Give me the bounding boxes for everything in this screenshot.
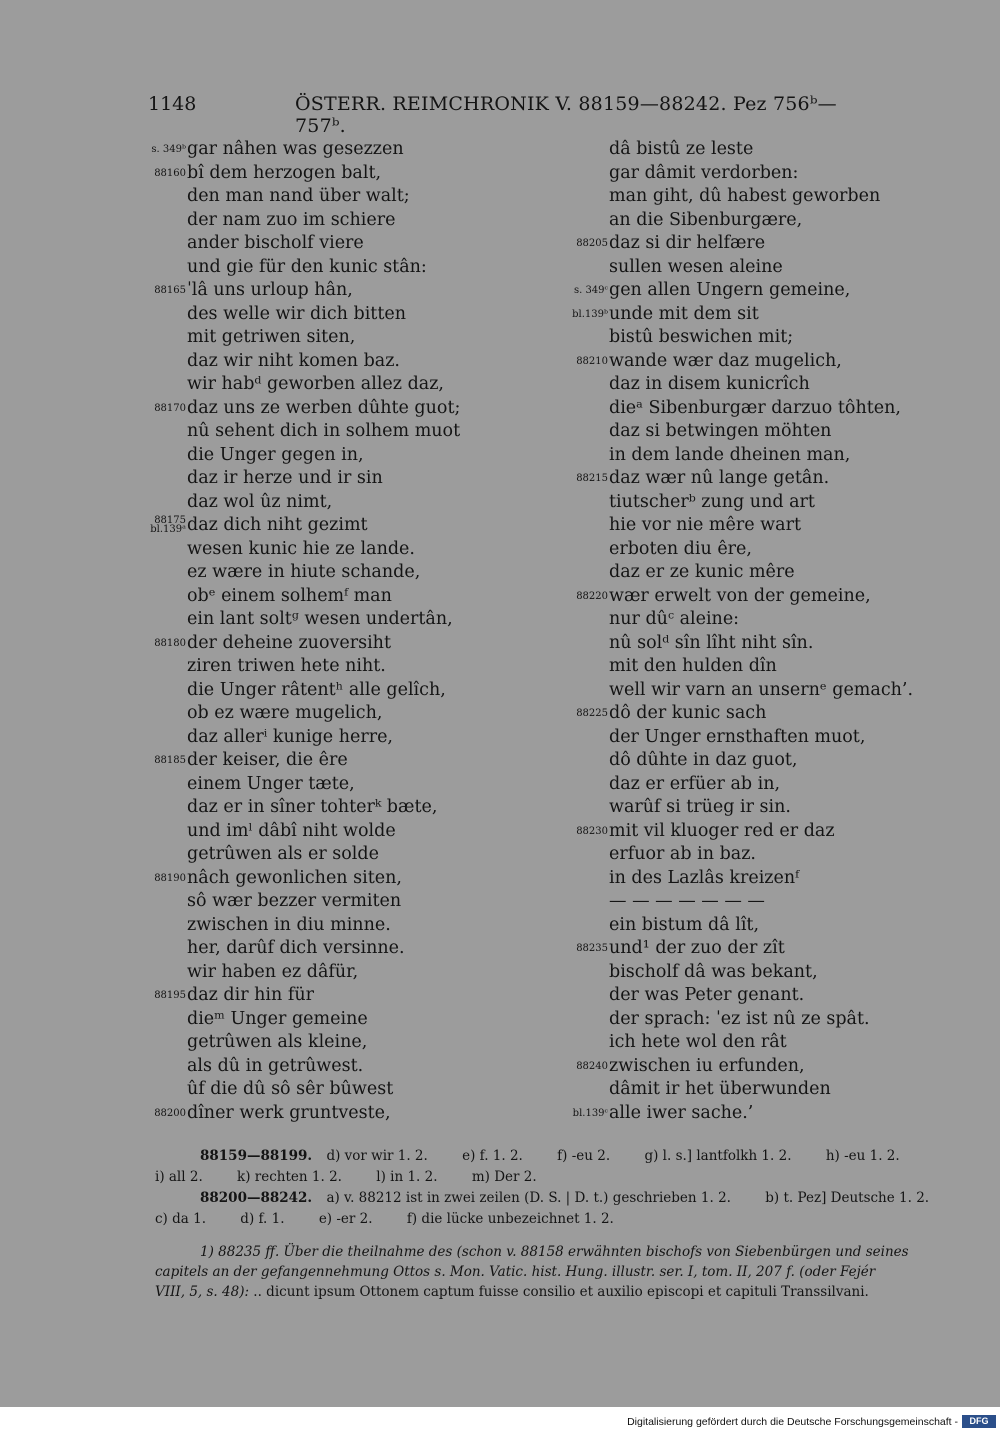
verse-text: erboten diu êre, [609,538,752,559]
verse-text: nû solᵈ sîn lîht niht sîn. [609,632,814,653]
verse-line [562,326,942,350]
verse-text: in des Lazlâs kreizenᶠ [609,867,800,888]
verse-text: einem Unger tæte, [187,773,355,794]
line-number: 88170 [154,402,186,414]
verse-text: ziren triwen hete niht. [187,656,386,676]
verse-text: der deheine zuoversiht [187,632,391,653]
footnote-citation: VIII, 5, s. 48): [155,1284,250,1300]
verse-text: daz er ze kunic mêre [609,562,795,582]
right-verse-column [562,138,942,1125]
verse-text: bistû beswichen mit; [609,327,794,347]
apparatus-line [155,1188,970,1209]
verse-line [562,914,942,938]
verse-text: gen allen Ungern gemeine, [609,280,851,300]
verse-text: in dem lande dheinen man, [609,444,851,465]
verse-text: an die Sibenburgære, [609,209,803,230]
verse-line [562,937,942,961]
verse-text: und imˡ dâbî niht wolde [187,820,396,841]
footnote-line [155,1282,970,1302]
verse-line [140,820,490,844]
verse-line [140,326,490,350]
verse-text: ein bistum dâ lît, [609,914,760,935]
verse-text: man giht, dû habest geworben [609,186,881,206]
verse-line [562,655,942,679]
verse-text: nû sehent dich in solhem muot [187,421,461,441]
verse-line [562,1055,942,1079]
verse-text: daz er in sîner tohterᵏ bæte, [187,797,438,817]
verse-text: ûf die dû sô sêr bûwest [187,1079,394,1099]
line-number: 88200 [154,1107,186,1119]
verse-line [562,820,942,844]
page-header [148,93,838,137]
verse-line [140,397,490,421]
verse-text: der sprach: ˈez ist nû ze spât. [609,1008,870,1029]
verse-text: zwischen iu erfunden, [609,1055,805,1076]
line-number: 88240 [576,1060,608,1072]
verse-text: zwischen in diu minne. [187,914,391,935]
footnote-quote: .. dicunt ipsum Ottonem captum fuisse consilio et auxilio episcopi et capituli Transsilvani. [249,1284,869,1300]
line-number: 88160 [154,167,186,179]
verse-line [562,467,942,491]
verse-line [562,1102,942,1126]
verse-text: der keiser, die êre [187,750,348,770]
verse-line [562,420,942,444]
verse-text: unde mit dem sit [609,303,759,324]
running-title: ÖSTERR. REIMCHRONIK V. 88159—88242. Pez 756ᵇ—757ᵇ. [295,93,837,137]
verse-line [140,303,490,327]
verse-text: dîner werk gruntveste, [187,1102,391,1123]
verse-line [140,632,490,656]
verse-line [562,608,942,632]
verse-text: sô wær bezzer vermiten [187,891,402,911]
verse-text: daz allerⁱ kunige herre, [187,726,393,747]
verse-text: gar nâhen was gesezzen [187,139,404,159]
verse-text: bischolf dâ was bekant, [609,961,818,982]
folio-marker: bl.139ᵃ [150,524,186,535]
verse-text: dieᵃ Sibenburgær darzuo tôhten, [609,397,901,418]
verse-text: den man nand über walt; [187,186,410,206]
verse-text: daz wol ûz nimt, [187,491,333,512]
verse-text: wær erwelt von der gemeine, [609,585,871,606]
apparatus-line [155,1167,970,1188]
verse-line [140,350,490,374]
line-number: s. 349ᵇ [151,144,186,155]
verse-line [562,185,942,209]
verse-line [562,232,942,256]
verse-line [140,796,490,820]
verse-line [562,514,942,538]
verse-text: wande wær daz mugelich, [609,350,842,371]
left-verse-column [140,138,490,1125]
line-number: 88195 [154,990,186,1001]
verse-text: die Unger râtentʰ alle gelîch, [187,679,446,700]
verse-line [140,185,490,209]
verse-line [562,702,942,726]
verse-line [562,256,942,280]
line-number: 88220 [576,590,608,602]
verse-text: und¹ der zuo der zît [609,938,785,958]
verse-text: und gie für den kunic stân: [187,256,427,277]
verse-line [140,679,490,703]
verse-line [140,984,490,1008]
verse-text: daz in disem kunicrîch [609,374,810,394]
verse-line [140,232,490,256]
verse-text: daz er erfüer ab in, [609,773,781,794]
verse-line [140,514,490,538]
verse-text: bî dem herzogen balt, [187,162,382,183]
line-number: 88185 [154,755,186,766]
verse-text: ob ez wære mugelich, [187,703,383,723]
verse-line [562,726,942,750]
verse-line [140,373,490,397]
verse-line [562,373,942,397]
verse-line [562,984,942,1008]
apparatus-text: a) v. 88212 ist in zwei zeilen (D. S. | D. t.) geschrieben 1. 2. b) t. Pez] Deutsche 1. 2. [326,1190,930,1206]
verse-line [140,1078,490,1102]
verse-line [140,467,490,491]
verse-line [140,279,490,303]
verse-text: dâmit ir het überwunden [609,1079,831,1099]
verse-text: als dû in getrûwest. [187,1055,364,1076]
verse-line [562,279,942,303]
dfg-logo-icon: DFG [962,1415,996,1428]
verse-text: gar dâmit verdorben: [609,162,799,183]
apparatus-line [155,1209,970,1230]
verse-text: hie vor nie mêre wart [609,515,801,535]
apparatus-text: c) da 1. d) f. 1. e) -er 2. f) die lücke unbezeichnet 1. 2. [155,1211,614,1227]
verse-line [140,773,490,797]
verse-text: nur dûᶜ aleine: [609,609,740,629]
verse-line [562,796,942,820]
verse-text: well wir varn an unsernᵉ gemach’. [609,679,914,700]
verse-line [140,961,490,985]
verse-text: mit vil kluoger red er daz [609,820,835,841]
verse-text: die Unger gegen in, [187,444,364,465]
apparatus-text: i) all 2. k) rechten 1. 2. l) in 1. 2. m) Der 2. [155,1169,537,1185]
verse-line [140,538,490,562]
verse-line [140,749,490,773]
verse-text: getrûwen als kleine, [187,1032,368,1052]
verse-text: getrûwen als er solde [187,844,379,864]
apparatus-text: d) vor wir 1. 2. e) f. 1. 2. f) -eu 2. g) l. s.] lantfolkh 1. 2. h) -eu 1. 2. [326,1148,900,1164]
verse-line [140,444,490,468]
digitization-credit-bar [0,1407,1000,1432]
line-number: s. 349ᶜ [573,285,608,296]
verse-line [140,162,490,186]
footnote-line: 1) 88235 ff. Über die theilnahme des (schon v. 88158 erwähnten bischofs von Siebenbürgen und seines [200,1244,909,1260]
verse-line [140,138,490,162]
verse-line [562,679,942,703]
verse-text: obᵉ einem solhemᶠ man [187,585,392,606]
verse-line [562,397,942,421]
verse-line [140,420,490,444]
verse-line [562,961,942,985]
verse-line [140,608,490,632]
verse-text: ein lant soltᵍ wesen undertân, [187,609,453,629]
verse-text: nâch gewonlichen siten, [187,867,402,888]
verse-text: wir haben ez dâfür, [187,961,359,982]
verse-text: der was Peter genant. [609,985,805,1005]
verse-text: daz si betwingen möhten [609,421,832,441]
critical-apparatus [155,1146,970,1230]
verse-line [562,538,942,562]
verse-line [140,937,490,961]
verse-line [140,491,490,515]
verse-text: ich hete wol den rât [609,1032,787,1052]
footnote [155,1242,970,1302]
verse-line [562,491,942,515]
verse-line [140,256,490,280]
verse-text: dô der kunic sach [609,703,767,723]
verse-line [140,1102,490,1126]
line-number: 88180 [154,637,186,649]
line-number: 88175 [154,515,186,526]
verse-line [562,209,942,233]
verse-line [562,303,942,327]
verse-line [562,561,942,585]
verse-text: ander bischolf viere [187,233,364,253]
verse-text: der Unger ernsthaften muot, [609,726,866,747]
verse-text: der nam zuo im schiere [187,209,396,230]
verse-line [562,444,942,468]
verse-text: tiutscherᵇ zung und art [609,491,815,512]
verse-line [562,1031,942,1055]
verse-line [140,890,490,914]
verse-line [562,773,942,797]
apparatus-range: 88200—88242. [200,1190,313,1206]
verse-line [140,914,490,938]
verse-line [140,655,490,679]
line-number: 88215 [576,473,608,484]
line-number: 88225 [576,708,608,719]
verse-line [562,843,942,867]
line-number: bl.139ᶜ [572,1107,608,1119]
apparatus-line [155,1146,970,1167]
verse-line [140,1031,490,1055]
verse-line [562,1008,942,1032]
verse-text: dieᵐ Unger gemeine [187,1008,368,1029]
line-number: 88235 [576,943,608,954]
verse-text: daz ir herze und ir sin [187,468,383,488]
verse-text: alle iwer sache.’ [609,1102,754,1123]
verse-line [562,350,942,374]
verse-line [140,561,490,585]
verse-line [140,1055,490,1079]
verse-text: daz wir niht komen baz. [187,350,400,371]
verse-text: — — — — — — — [609,891,765,911]
line-number: 88190 [154,872,186,884]
line-number: 88230 [576,825,608,837]
line-number: 88165 [154,285,186,296]
verse-text: wesen kunic hie ze lande. [187,538,415,559]
verse-text: mit getriwen siten, [187,327,356,347]
verse-text: dô dûhte in daz guot, [609,750,798,770]
verse-text: daz wær nû lange getân. [609,468,830,488]
verse-text: mit den hulden dîn [609,656,777,676]
verse-line [562,585,942,609]
verse-line [562,867,942,891]
verse-text: erfuor ab in baz. [609,844,756,864]
verse-text: daz dich niht gezimt [187,515,368,535]
verse-line [140,843,490,867]
verse-line [140,585,490,609]
verse-line [562,1078,942,1102]
credit-text: Digitalisierung gefördert durch die Deutsche Forschungsgemeinschaft - [627,1416,958,1428]
verse-line [562,890,942,914]
verse-line [140,726,490,750]
verse-line [562,138,942,162]
page-number: 1148 [148,93,197,115]
verse-text: warûf si trüeg ir sin. [609,797,791,817]
line-number: 88205 [576,238,608,249]
verse-text: sullen wesen aleine [609,256,783,277]
verse-line [562,632,942,656]
line-number: 88210 [576,355,608,367]
verse-text: dâ bistû ze leste [609,139,754,159]
verse-text: daz si dir helfære [609,233,766,253]
verse-line [140,1008,490,1032]
verse-text: her, darûf dich versinne. [187,938,405,958]
verse-text: ˈlâ uns urloup hân, [187,280,353,300]
verse-text: daz dir hin für [187,985,314,1005]
apparatus-range: 88159—88199. [200,1148,313,1164]
verse-line [562,162,942,186]
verse-line [140,867,490,891]
footnote-line: capitels an der gefangennehmung Ottos s. Mon. Vatic. hist. Hung. illustr. ser. I, tom. II, 207 f. (oder Fejér [155,1264,876,1280]
line-number [140,516,186,534]
verse-text: ez wære in hiute schande, [187,562,421,582]
verse-text: des welle wir dich bitten [187,303,406,324]
verse-line [140,702,490,726]
line-number: bl.139ᵇ [572,308,608,320]
verse-text: wir habᵈ geworben allez daz, [187,374,444,394]
verse-line [562,749,942,773]
verse-text: daz uns ze werben dûhte guot; [187,397,461,418]
verse-line [140,209,490,233]
